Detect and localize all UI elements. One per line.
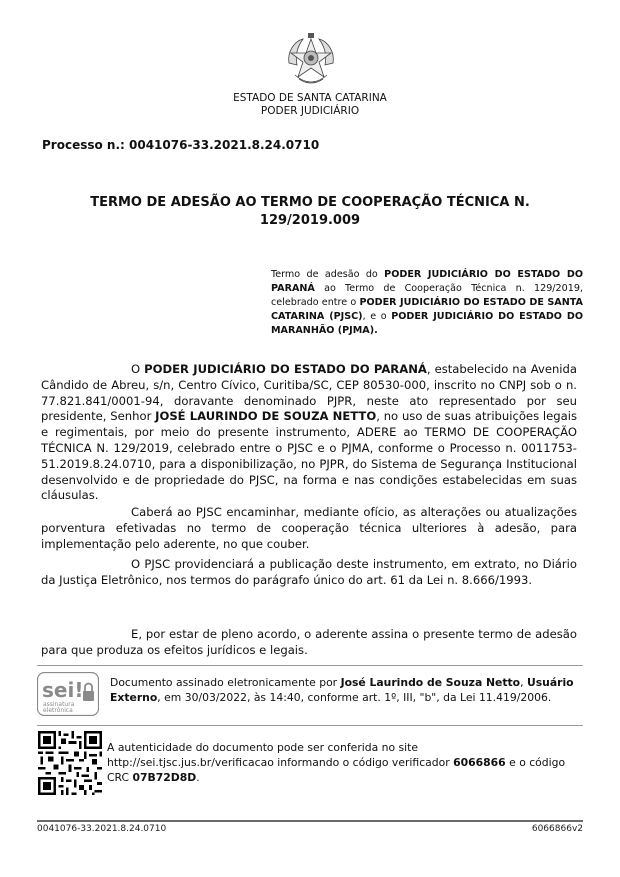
body-paragraph-1 — [41, 362, 577, 504]
summary-ementa — [271, 268, 583, 338]
header-state: ESTADO DE SANTA CATARINA — [233, 92, 387, 104]
p3-text: O PJSC providenciará a publicação deste instrumento, em extrato, no Diário da Justiça Eletrônico, nos termos do parágrafo único do art. 61 da Lei n. 8.666/1993. — [41, 557, 577, 587]
authenticity-statement — [107, 740, 577, 785]
signature-bottom-divider — [37, 725, 583, 726]
title-line-2: 129/2019.009 — [259, 213, 361, 228]
qr-code-icon[interactable] — [38, 731, 102, 795]
seal-caption-2: eletrônica — [43, 707, 73, 714]
document-title — [60, 194, 560, 230]
coat-of-arms-emblem — [281, 33, 341, 89]
auth-verifier-code: 6066866 — [453, 756, 506, 769]
auth-text-2: e o código CRC — [107, 756, 566, 784]
sig-text-3: , em 30/03/2022, às 14:40, conforme art. 1º, III, "b", da Lei 11.419/2006. — [157, 691, 552, 704]
footer-divider — [37, 820, 583, 822]
body-paragraph-3 — [41, 557, 577, 589]
seal-caption-1: assinatura — [43, 701, 75, 708]
sig-text-1: Documento assinado eletronicamente por — [110, 676, 341, 689]
seal-sei-text: sei! — [42, 678, 84, 702]
p1-bold-2: JOSÉ LAURINDO DE SOUZA NETTO — [155, 409, 377, 424]
ementa-bold-3: PODER JUDICIÁRIO DO ESTADO DO MARANHÃO (PJMA). — [271, 311, 583, 336]
auth-text-1: A autenticidade do documento pode ser conferida no site http://sei.tjsc.jus.br/verificacao informando o código verificador — [107, 741, 454, 769]
p1-bold-1: PODER JUDICIÁRIO DO ESTADO DO PARANÁ — [144, 362, 427, 376]
body-paragraph-2 — [41, 505, 577, 552]
footer-document-version: 6066866v2 — [531, 824, 583, 834]
ementa-text-1: Termo de adesão do — [271, 269, 385, 280]
sig-text-2: , — [520, 676, 527, 689]
header-court: PODER JUDICIÁRIO — [260, 105, 360, 117]
sig-signer-name: José Laurindo de Souza Netto — [340, 676, 521, 689]
title-line-1: TERMO DE ADESÃO AO TERMO DE COOPERAÇÃO TÉCNICA N. — [90, 195, 530, 210]
body-paragraph-4 — [41, 627, 577, 659]
sei-signature-seal-icon — [37, 672, 99, 716]
auth-crc-code: 07B72D8D — [132, 771, 197, 784]
p1-text-2: , estabelecido na Avenida Cândido de Abreu, s/n, Centro Cívico, Curitiba/SC, CEP 80530-000, inscrito no CNPJ sob o n. 77.821.841/0001-94, doravante denominado PJPR, neste ato representado por seu presidente, Senhor — [41, 362, 577, 424]
p4-text: E, por estar de pleno acordo, o aderente assina o presente termo de adesão para que produza os efeitos jurídicos e legais. — [41, 627, 577, 657]
footer-process-number: 0041076-33.2021.8.24.0710 — [37, 824, 167, 834]
sig-user-type: Usuário Externo — [110, 676, 574, 704]
signature-statement — [110, 675, 580, 705]
signature-top-divider — [37, 665, 583, 666]
p1-text-1: O — [131, 362, 145, 376]
p1-text-3: , no uso de suas atribuições legais e regimentais, por meio do presente instrumento, ADERE ao TERMO DE COOPERAÇÃO TÉCNICA N. 129/2019, celebrado entre o PJSC e o PJMA, conforme o Processo n. 0011753-51.2019.8.24.0710, para a disponibilização, no PJPR, do Sistema de Segurança Institucional desenvolvido e de propriedade do PJSC, na forma e nas condições estabelecidas em suas cláusulas. — [41, 409, 578, 503]
p2-text: Caberá ao PJSC encaminhar, mediante ofício, as alterações ou atualizações porventura efetivadas no termo de cooperação técnica ulteriores à adesão, para implementação pelo aderente, no que couber. — [41, 505, 577, 551]
auth-text-3: . — [196, 771, 200, 784]
ementa-text-2: ao Termo de Cooperação Técnica n. 129/2019, celebrado entre o — [271, 283, 583, 308]
ementa-bold-1: PODER JUDICIÁRIO DO ESTADO DO PARANÁ — [271, 269, 583, 294]
ementa-text-3: , e o — [362, 311, 392, 322]
ementa-bold-2: PODER JUDICIÁRIO DO ESTADO DE SANTA CATARINA (PJSC) — [271, 297, 583, 322]
process-number: Processo n.: 0041076-33.2021.8.24.0710 — [42, 138, 320, 152]
